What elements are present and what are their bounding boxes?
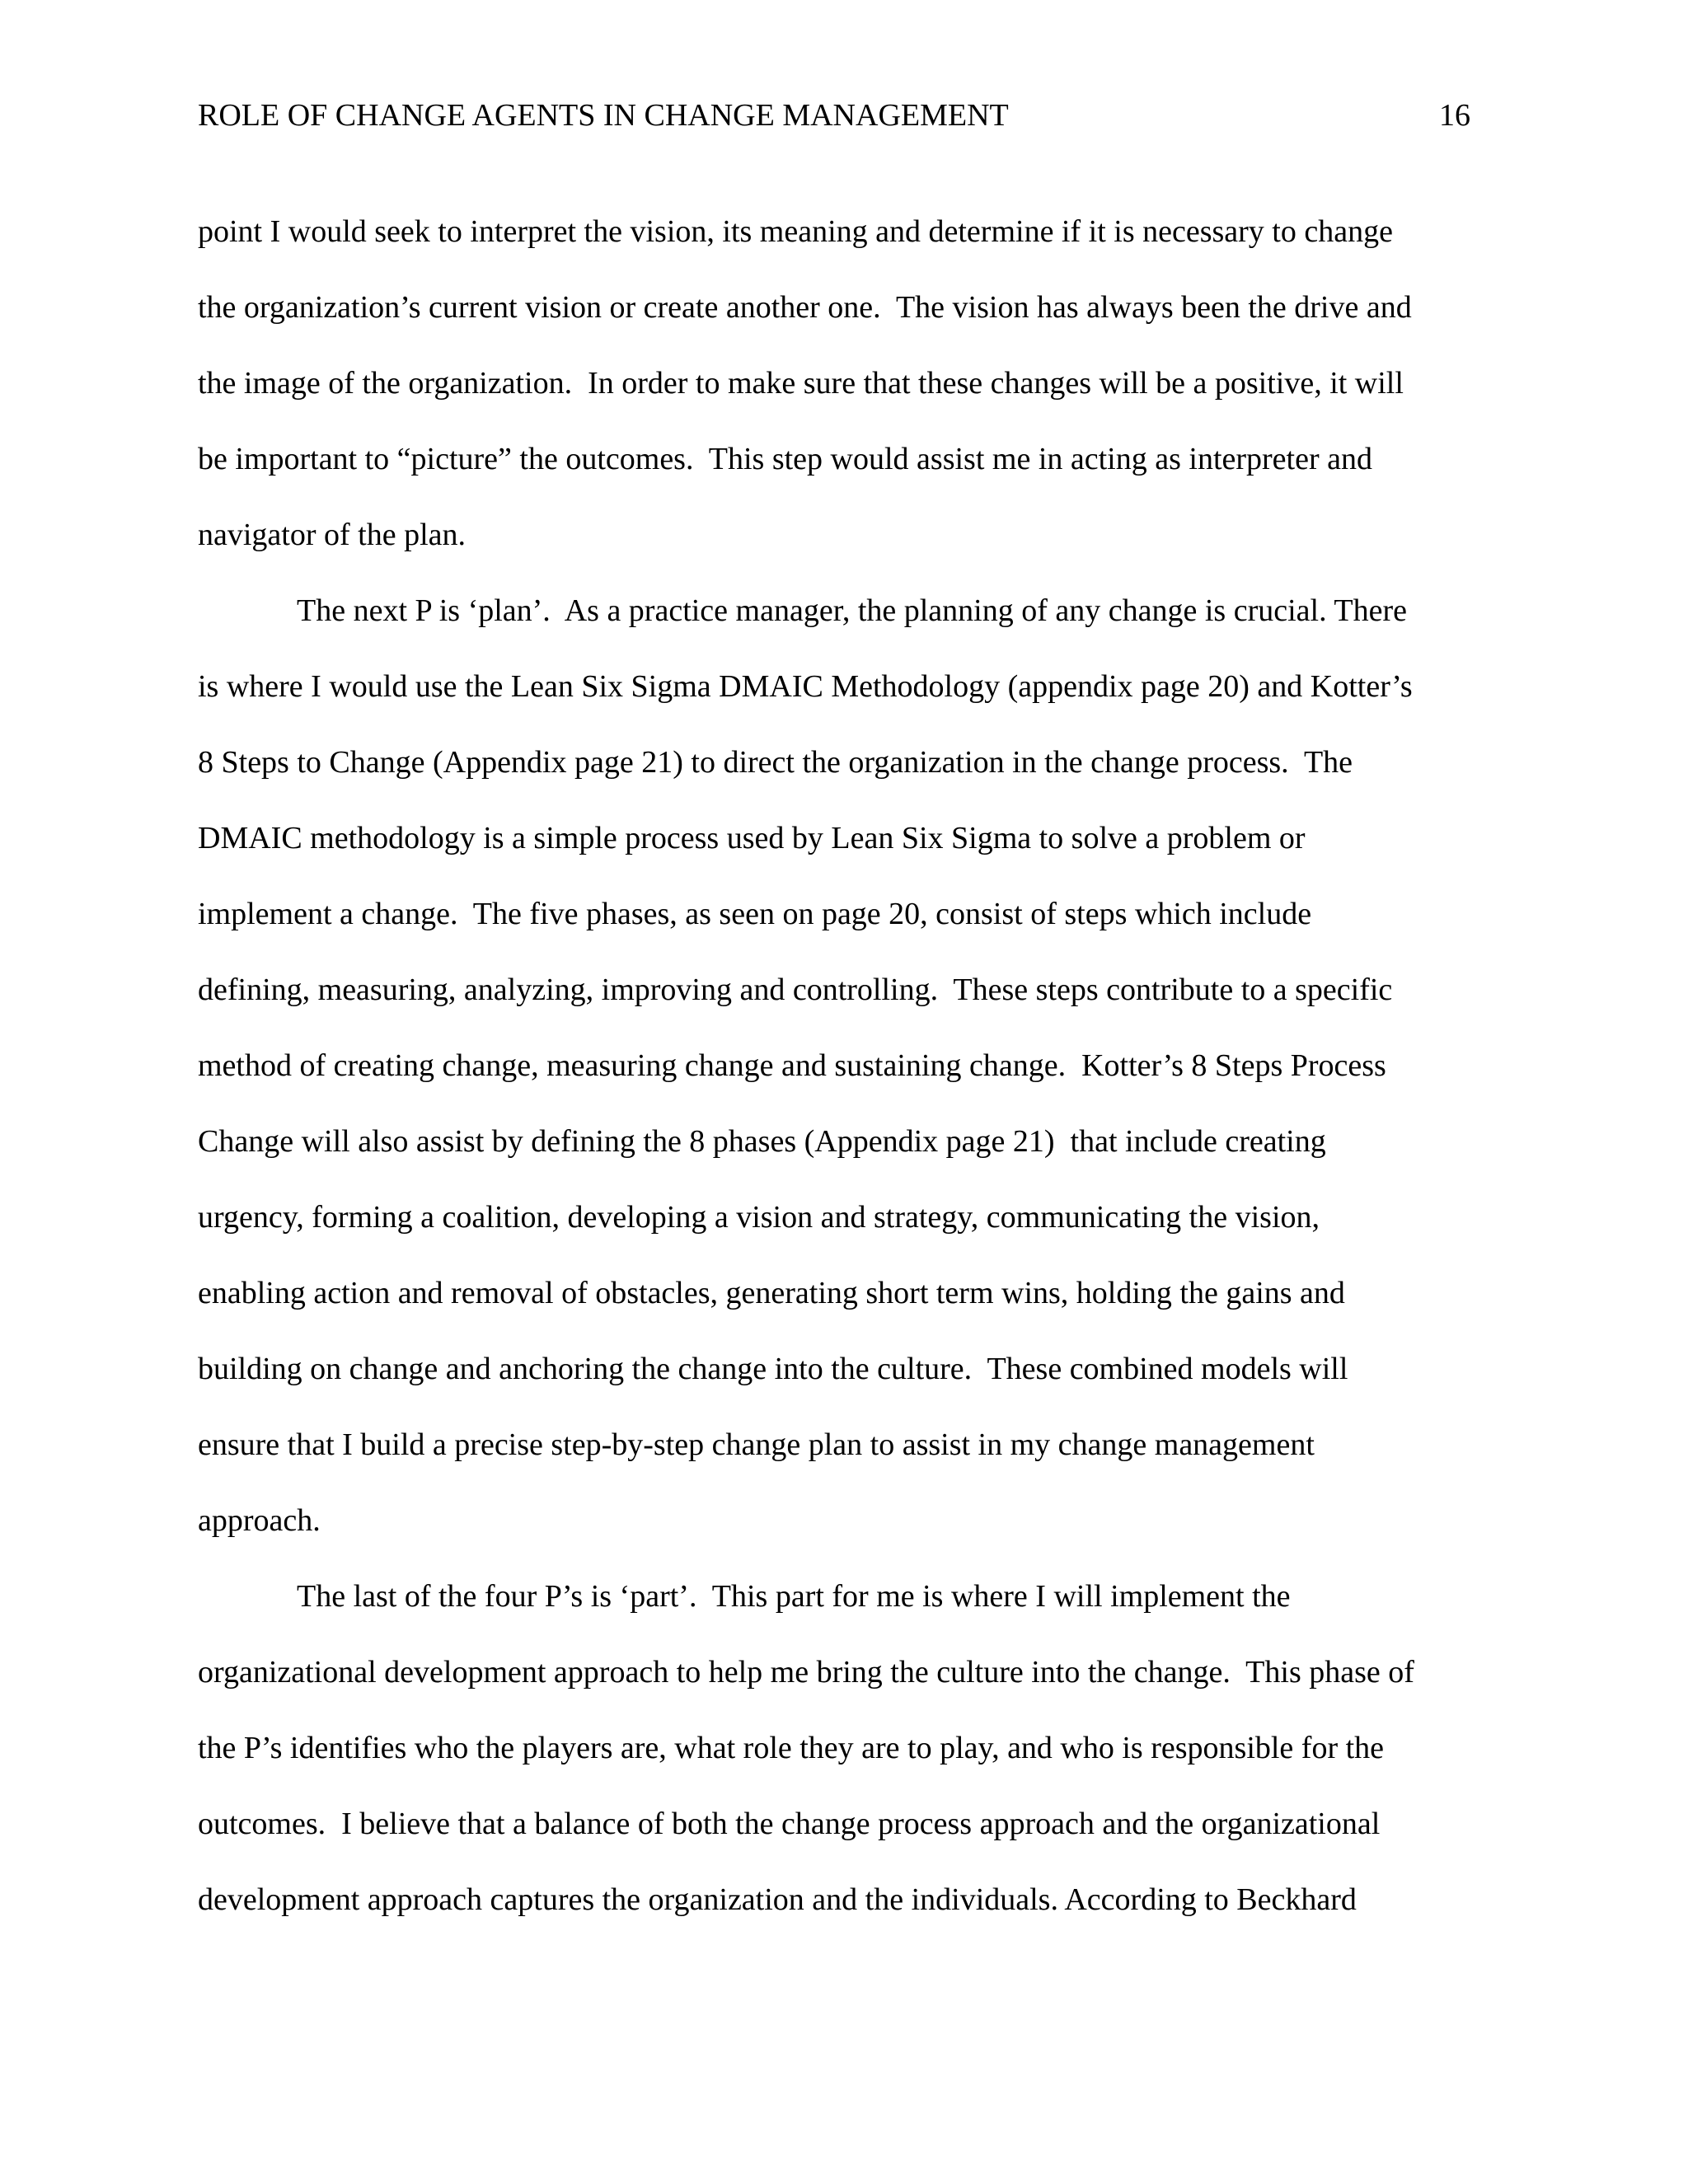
text-line: 8 Steps to Change (Appendix page 21) to direct the organization in the change process. The xyxy=(198,745,1353,780)
text-line: be important to “picture” the outcomes. This step would assist me in acting as interpreter and xyxy=(198,442,1372,476)
text-line: the image of the organization. In order to make sure that these changes will be a positive, it will xyxy=(198,366,1404,401)
text-line: approach. xyxy=(198,1503,321,1538)
text-line: Change will also assist by defining the 8 phases (Appendix page 21) that include creating xyxy=(198,1124,1326,1159)
body-text xyxy=(198,211,1517,1955)
text-line: is where I would use the Lean Six Sigma DMAIC Methodology (appendix page 20) and Kotter’s xyxy=(198,669,1413,704)
text-line: outcomes. I believe that a balance of both the change process approach and the organizational xyxy=(198,1807,1381,1841)
running-head: ROLE OF CHANGE AGENTS IN CHANGE MANAGEMENT xyxy=(198,98,1009,133)
text-line: point I would seek to interpret the vision, its meaning and determine if it is necessary to change xyxy=(198,214,1393,249)
paragraph-first-line: The last of the four P’s is ‘part’. This part for me is where I will implement the xyxy=(297,1579,1291,1614)
text-line: development approach captures the organization and the individuals. According to Beckhard xyxy=(198,1882,1357,1917)
text-line: defining, measuring, analyzing, improving and controlling. These steps contribute to a specific xyxy=(198,972,1393,1007)
text-line: urgency, forming a coalition, developing a vision and strategy, communicating the vision, xyxy=(198,1200,1320,1235)
text-line: building on change and anchoring the change into the culture. These combined models will xyxy=(198,1352,1348,1386)
text-line: organizational development approach to help me bring the culture into the change. This phase of xyxy=(198,1655,1414,1690)
text-line: the organization’s current vision or create another one. The vision has always been the drive and xyxy=(198,290,1412,325)
paragraph-first-line: The next P is ‘plan’. As a practice manager, the planning of any change is crucial. There xyxy=(297,593,1407,628)
text-line: the P’s identifies who the players are, what role they are to play, and who is responsible for the xyxy=(198,1731,1385,1765)
page-number: 16 xyxy=(1439,98,1470,133)
text-line: enabling action and removal of obstacles, generating short term wins, holding the gains and xyxy=(198,1276,1345,1310)
text-line: implement a change. The five phases, as seen on page 20, consist of steps which include xyxy=(198,897,1312,931)
text-line: navigator of the plan. xyxy=(198,518,467,552)
text-line: DMAIC methodology is a simple process used by Lean Six Sigma to solve a problem or xyxy=(198,821,1306,855)
text-line: ensure that I build a precise step-by-step change plan to assist in my change management xyxy=(198,1427,1315,1462)
text-line: method of creating change, measuring change and sustaining change. Kotter’s 8 Steps Process xyxy=(198,1048,1386,1083)
